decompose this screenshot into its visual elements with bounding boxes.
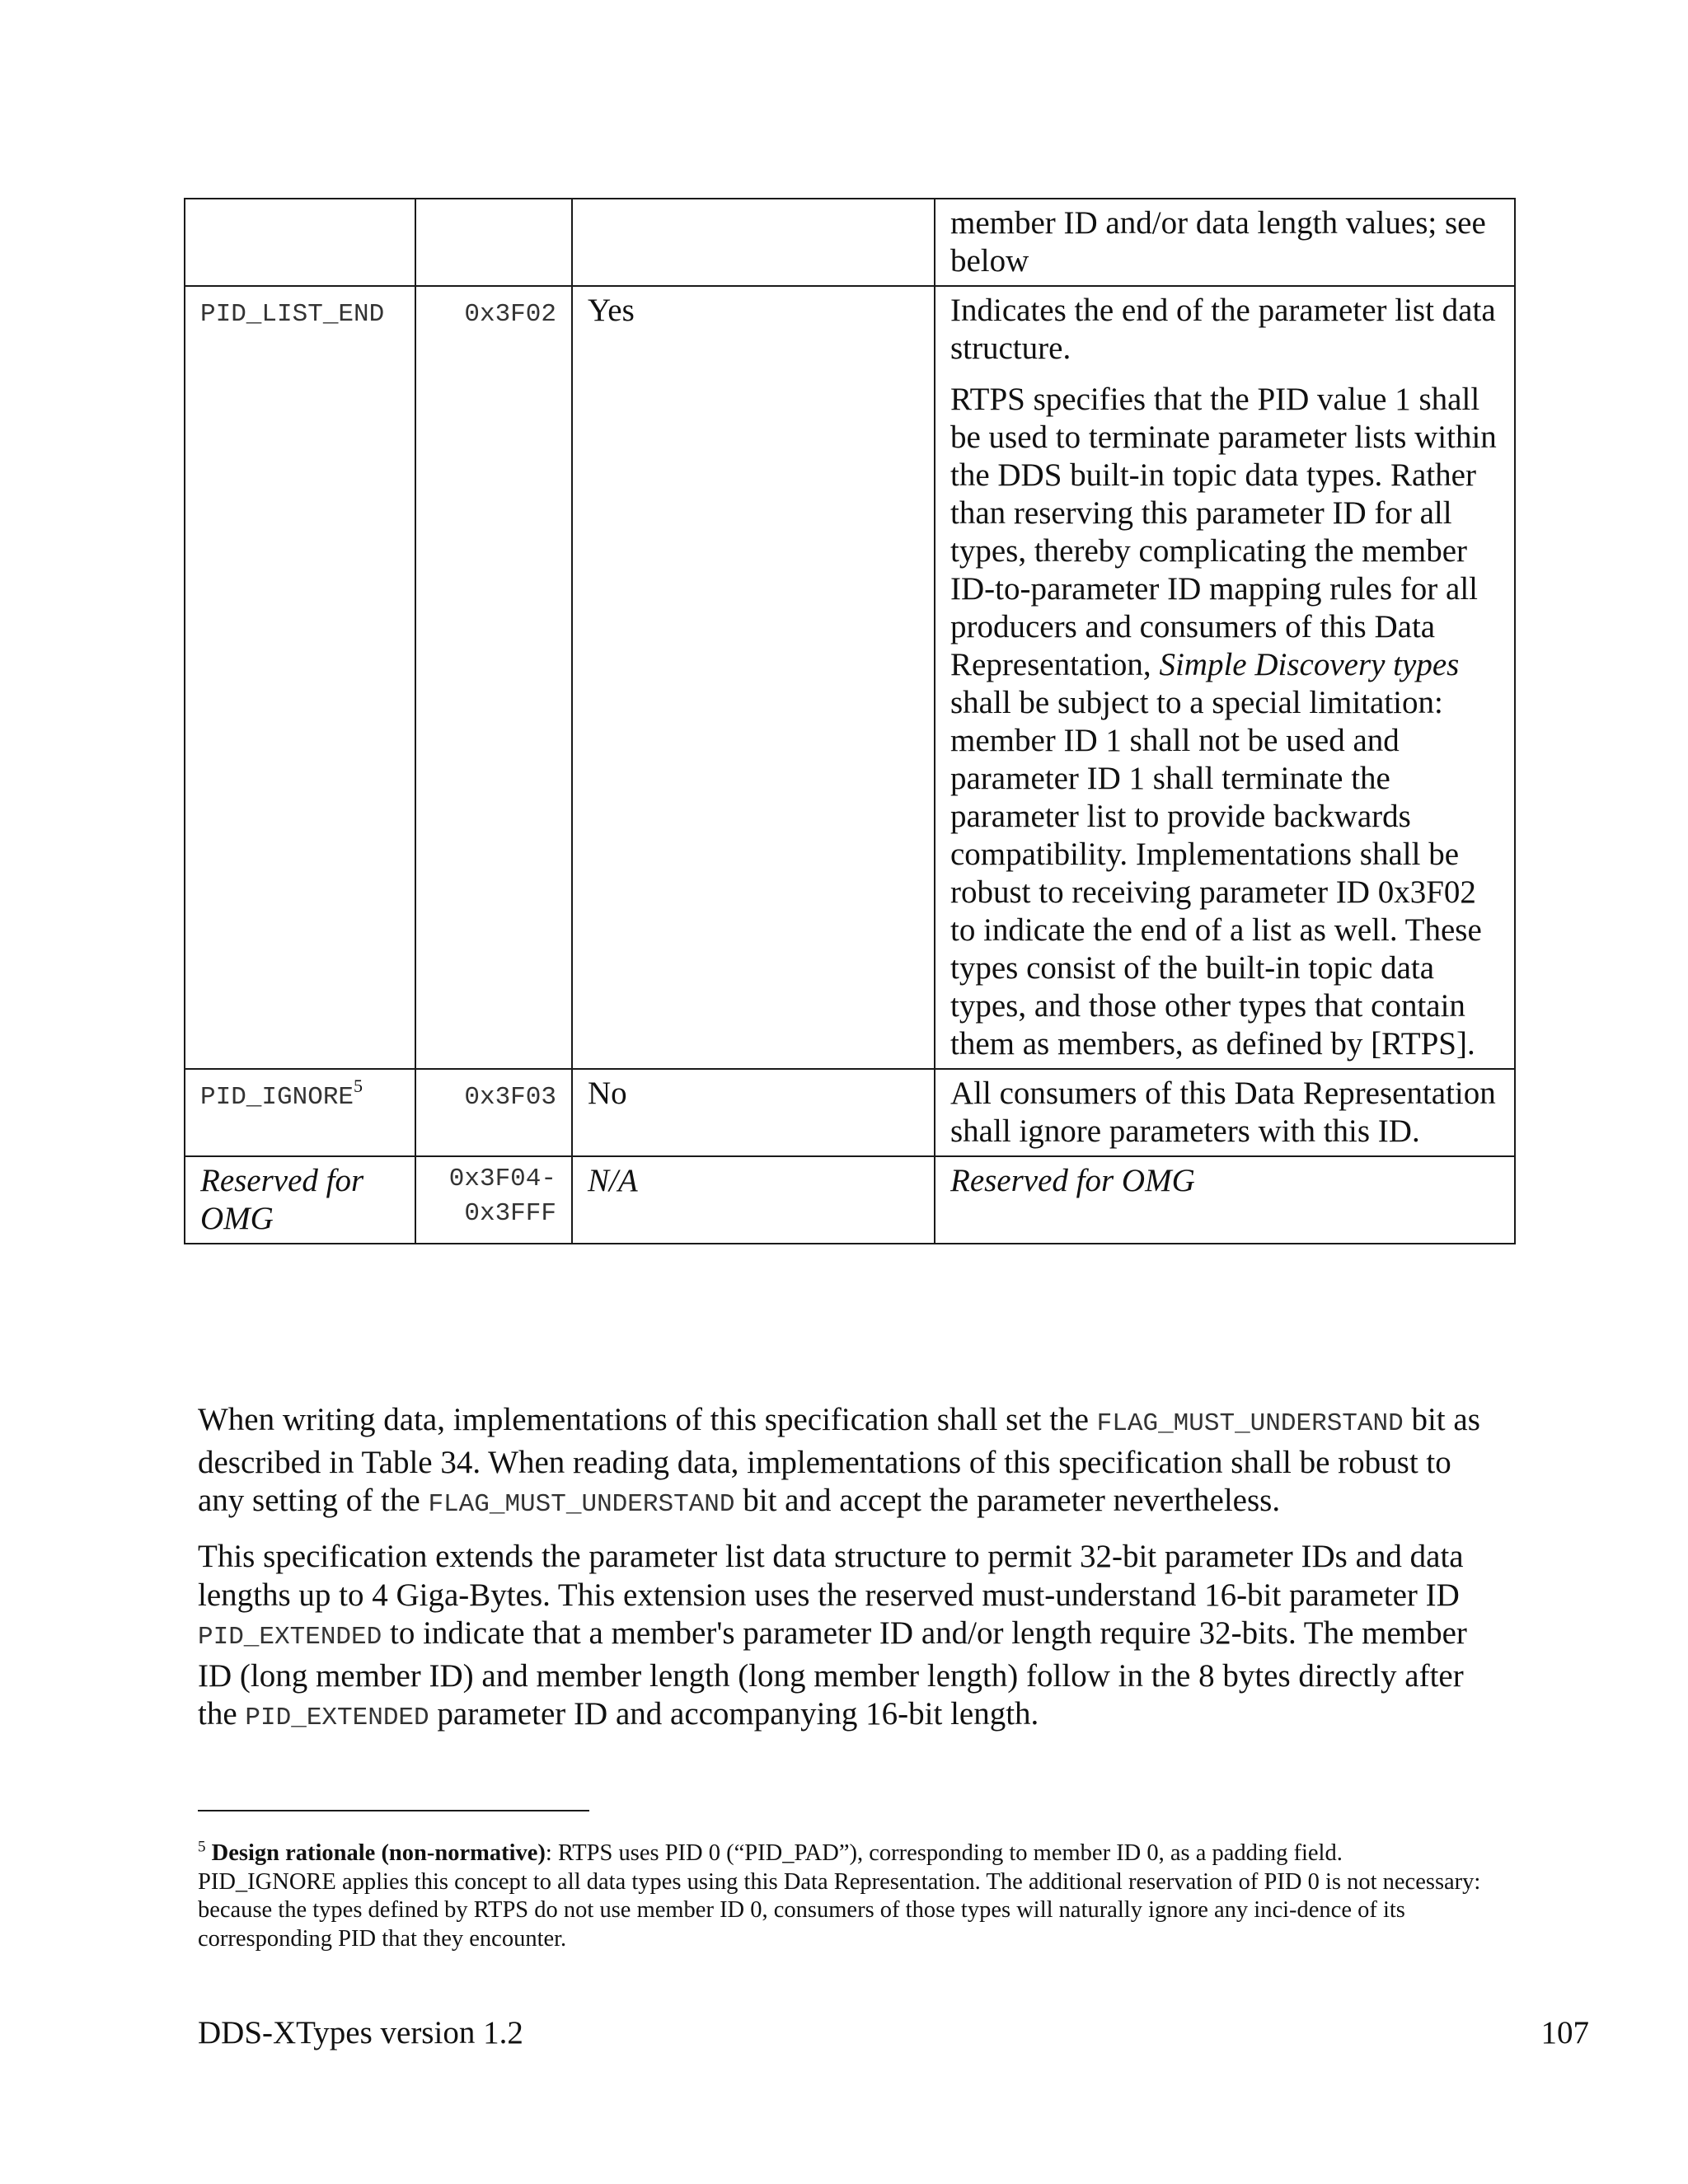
inline-code: PID_EXTENDED [245, 1704, 429, 1732]
table-row [185, 199, 1515, 286]
footnote-divider [198, 1810, 589, 1811]
rtps-note: RTPS specifies that the PID value 1 shall be used to terminate parameter lists within the DDS built-in topic data types. Rather than reserving this parameter ID for all types, thereby complicating the member ID-to-parameter ID mapping rules for all producers and consumers of this Data Representation, Simple Discovery types shall be subject to a special limitation: member ID 1 shall not be used and parameter ID 1 shall terminate the parameter list to provide backwards compatibility. Implementations shall be robust to receiving parameter ID 0x3F02 to indicate the end of a list as well. These types consist of the built-in topic data types, and those other types that contain them as members, as defined by [RTPS]. [950, 382, 1497, 1062]
table-cell-id: 0x3F04- 0x3FFF [415, 1156, 572, 1244]
table-cell-id [415, 286, 572, 1069]
table-row [185, 1069, 1515, 1156]
table-cell-name [185, 1069, 415, 1156]
pid-ignore-id: 0x3F03 [464, 1083, 556, 1112]
footnote: $^5$ Design rationale (non-normative): RTPS uses PID 0 (“PID_PAD”), corresponding to member ID 0, as a padding field. PID_IGNORE applies this concept to all data types using this Data Representation. The additional reservation of PID 0 is not necessary: because the types defined by RTPS do not use member ID 0, consumers of those types will naturally ignore any inci-dence of its corresponding PID that they encounter. [198, 1838, 1481, 1952]
parameter-id-table [184, 198, 1516, 1244]
body-paragraph: This specification extends the parameter list data structure to permit 32-bit parameter IDs and data lengths up to 4 Giga-Bytes. This extension uses the reserved must-understand 16-bit parameter ID PID_EXTENDED to indicate that a member's parameter ID and/or length require 32-bits. The member ID (long member ID) and member length (long member length) follow in the 8 bytes directly after the PID_EXTENDED parameter ID and accompanying 16-bit length. [198, 1539, 1467, 1732]
table-row [185, 286, 1515, 1069]
table-cell-must-understand: No [572, 1069, 935, 1156]
table-cell-name [185, 286, 415, 1069]
table-cell-description: member ID and/or data length values; see below [935, 199, 1515, 286]
inline-code: FLAG_MUST_UNDERSTAND [1096, 1409, 1404, 1438]
pid-list-end-id: 0x3F02 [464, 300, 556, 329]
table-cell-description: Indicates the end of the parameter list data structure. RTPS specifies that the PID value 1 shall be used to terminate parameter lists within the DDS built-in topic data types. Rather than reserving this parameter ID for all types, thereby complicating the member ID-to-parameter ID mapping rules for all producers and consumers of this Data Representation, Simple Discovery types shall be subject to a special limitation: member ID 1 shall not be used and parameter ID 1 shall terminate the parameter list to provide backwards compatibility. Implementations shall be robust to receiving parameter ID 0x3F02 to indicate the end of a list as well. These types consist of the built-in topic data types, and those other types that contain them as members, as defined by [RTPS]. [935, 286, 1515, 1069]
table-cell-id [415, 1069, 572, 1156]
body-paragraph: When writing data, implementations of this specification shall set the FLAG_MUST_UNDERSTAND bit as described in Table 34. When reading data, implementations of this specification shall be robust to any setting of the FLAG_MUST_UNDERSTAND bit and accept the parameter nevertheless. [198, 1402, 1480, 1519]
footnote-ref[interactable]: 5 [354, 1076, 363, 1096]
table-cell-name: Reserved for OMG [185, 1156, 415, 1244]
footnote-number: 5 [198, 1838, 206, 1856]
footnote-label: Design rationale (non-normative) [211, 1840, 546, 1866]
table-cell-description: Reserved for OMG [935, 1156, 1515, 1244]
table-cell-description: All consumers of this Data Representation shall ignore parameters with this ID. [935, 1069, 1515, 1156]
inline-code: FLAG_MUST_UNDERSTAND [428, 1490, 735, 1519]
table-row [185, 1156, 1515, 1244]
table-cell-must-understand: N/A [572, 1156, 935, 1244]
table-cell-must-understand [572, 199, 935, 286]
inline-code: PID_EXTENDED [198, 1623, 382, 1652]
table-cell-name [185, 199, 415, 286]
page-number: 107 [1540, 2015, 1589, 2050]
footer-title: DDS-XTypes version 1.2 [198, 2015, 523, 2050]
pid-ignore-name: PID_IGNORE [200, 1083, 354, 1112]
pid-list-end-name: PID_LIST_END [200, 300, 385, 329]
table-cell-must-understand: Yes [572, 286, 935, 1069]
table-cell-id [415, 199, 572, 286]
